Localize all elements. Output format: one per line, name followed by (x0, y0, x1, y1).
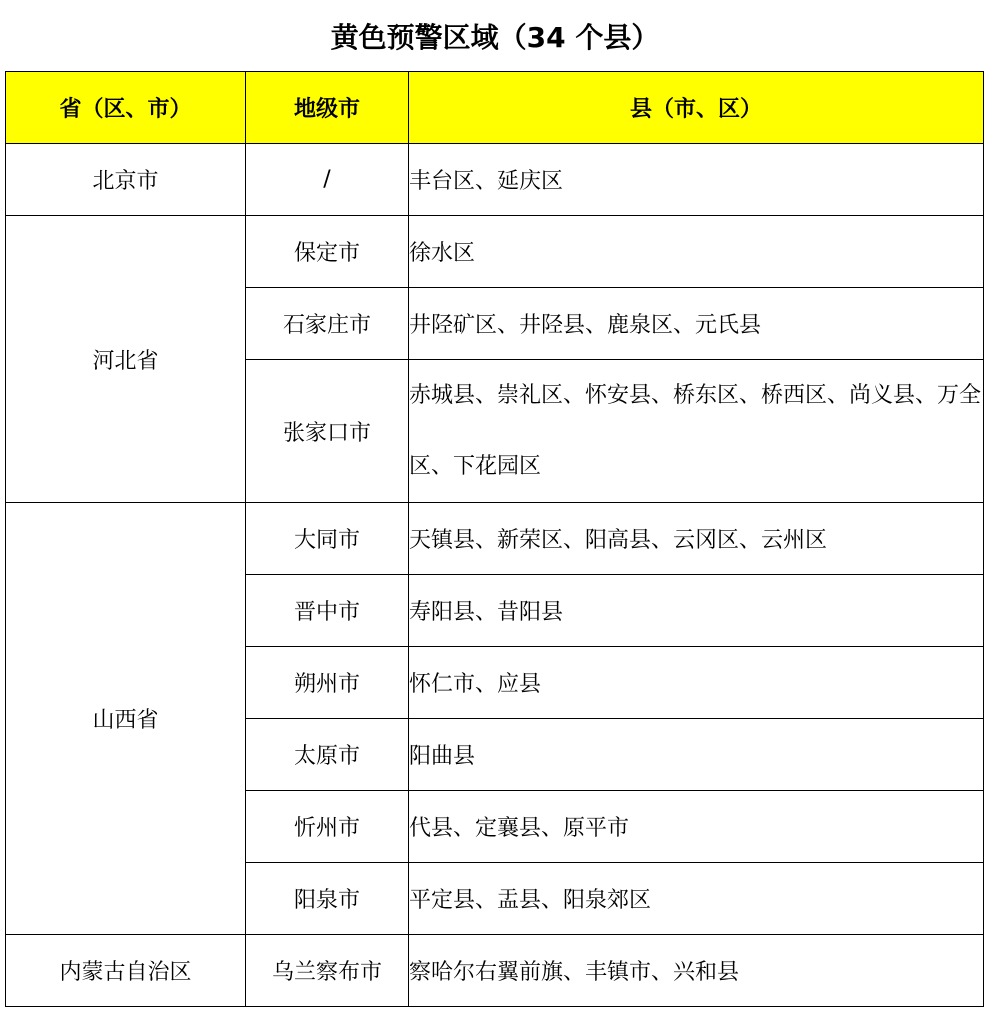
city-cell: 乌兰察布市 (246, 935, 409, 1007)
county-cell: 察哈尔右翼前旗、丰镇市、兴和县 (409, 935, 984, 1007)
city-cell: 朔州市 (246, 647, 409, 719)
table-row (6, 144, 984, 216)
warning-region-table (5, 71, 984, 1007)
county-cell: 丰台区、延庆区 (409, 144, 984, 216)
city-cell: 张家口市 (246, 360, 409, 503)
city-cell: 阳泉市 (246, 863, 409, 935)
table-row (6, 503, 984, 575)
document-title: 黄色预警区域（34 个县） (330, 21, 660, 54)
header-province: 省（区、市） (6, 72, 246, 144)
county-cell: 天镇县、新荣区、阳高县、云冈区、云州区 (409, 503, 984, 575)
county-cell: 寿阳县、昔阳县 (409, 575, 984, 647)
header-county: 县（市、区） (409, 72, 984, 144)
county-cell: 井陉矿区、井陉县、鹿泉区、元氏县 (409, 288, 984, 360)
table-row (6, 216, 984, 288)
table-header-row (6, 72, 984, 144)
county-cell: 怀仁市、应县 (409, 647, 984, 719)
city-cell: 晋中市 (246, 575, 409, 647)
header-city: 地级市 (246, 72, 409, 144)
county-cell: 赤城县、崇礼区、怀安县、桥东区、桥西区、尚义县、万全区、下花园区 (409, 360, 984, 503)
county-cell: 徐水区 (409, 216, 984, 288)
county-cell: 平定县、盂县、阳泉郊区 (409, 863, 984, 935)
city-cell: 石家庄市 (246, 288, 409, 360)
county-cell: 阳曲县 (409, 719, 984, 791)
city-cell: 太原市 (246, 719, 409, 791)
province-cell: 河北省 (6, 216, 246, 503)
city-cell: 保定市 (246, 216, 409, 288)
province-cell: 山西省 (6, 503, 246, 935)
province-cell: 北京市 (6, 144, 246, 216)
county-cell: 代县、定襄县、原平市 (409, 791, 984, 863)
province-cell: 内蒙古自治区 (6, 935, 246, 1007)
city-cell: / (246, 144, 409, 216)
table-row (6, 935, 984, 1007)
city-cell: 大同市 (246, 503, 409, 575)
city-cell: 忻州市 (246, 791, 409, 863)
